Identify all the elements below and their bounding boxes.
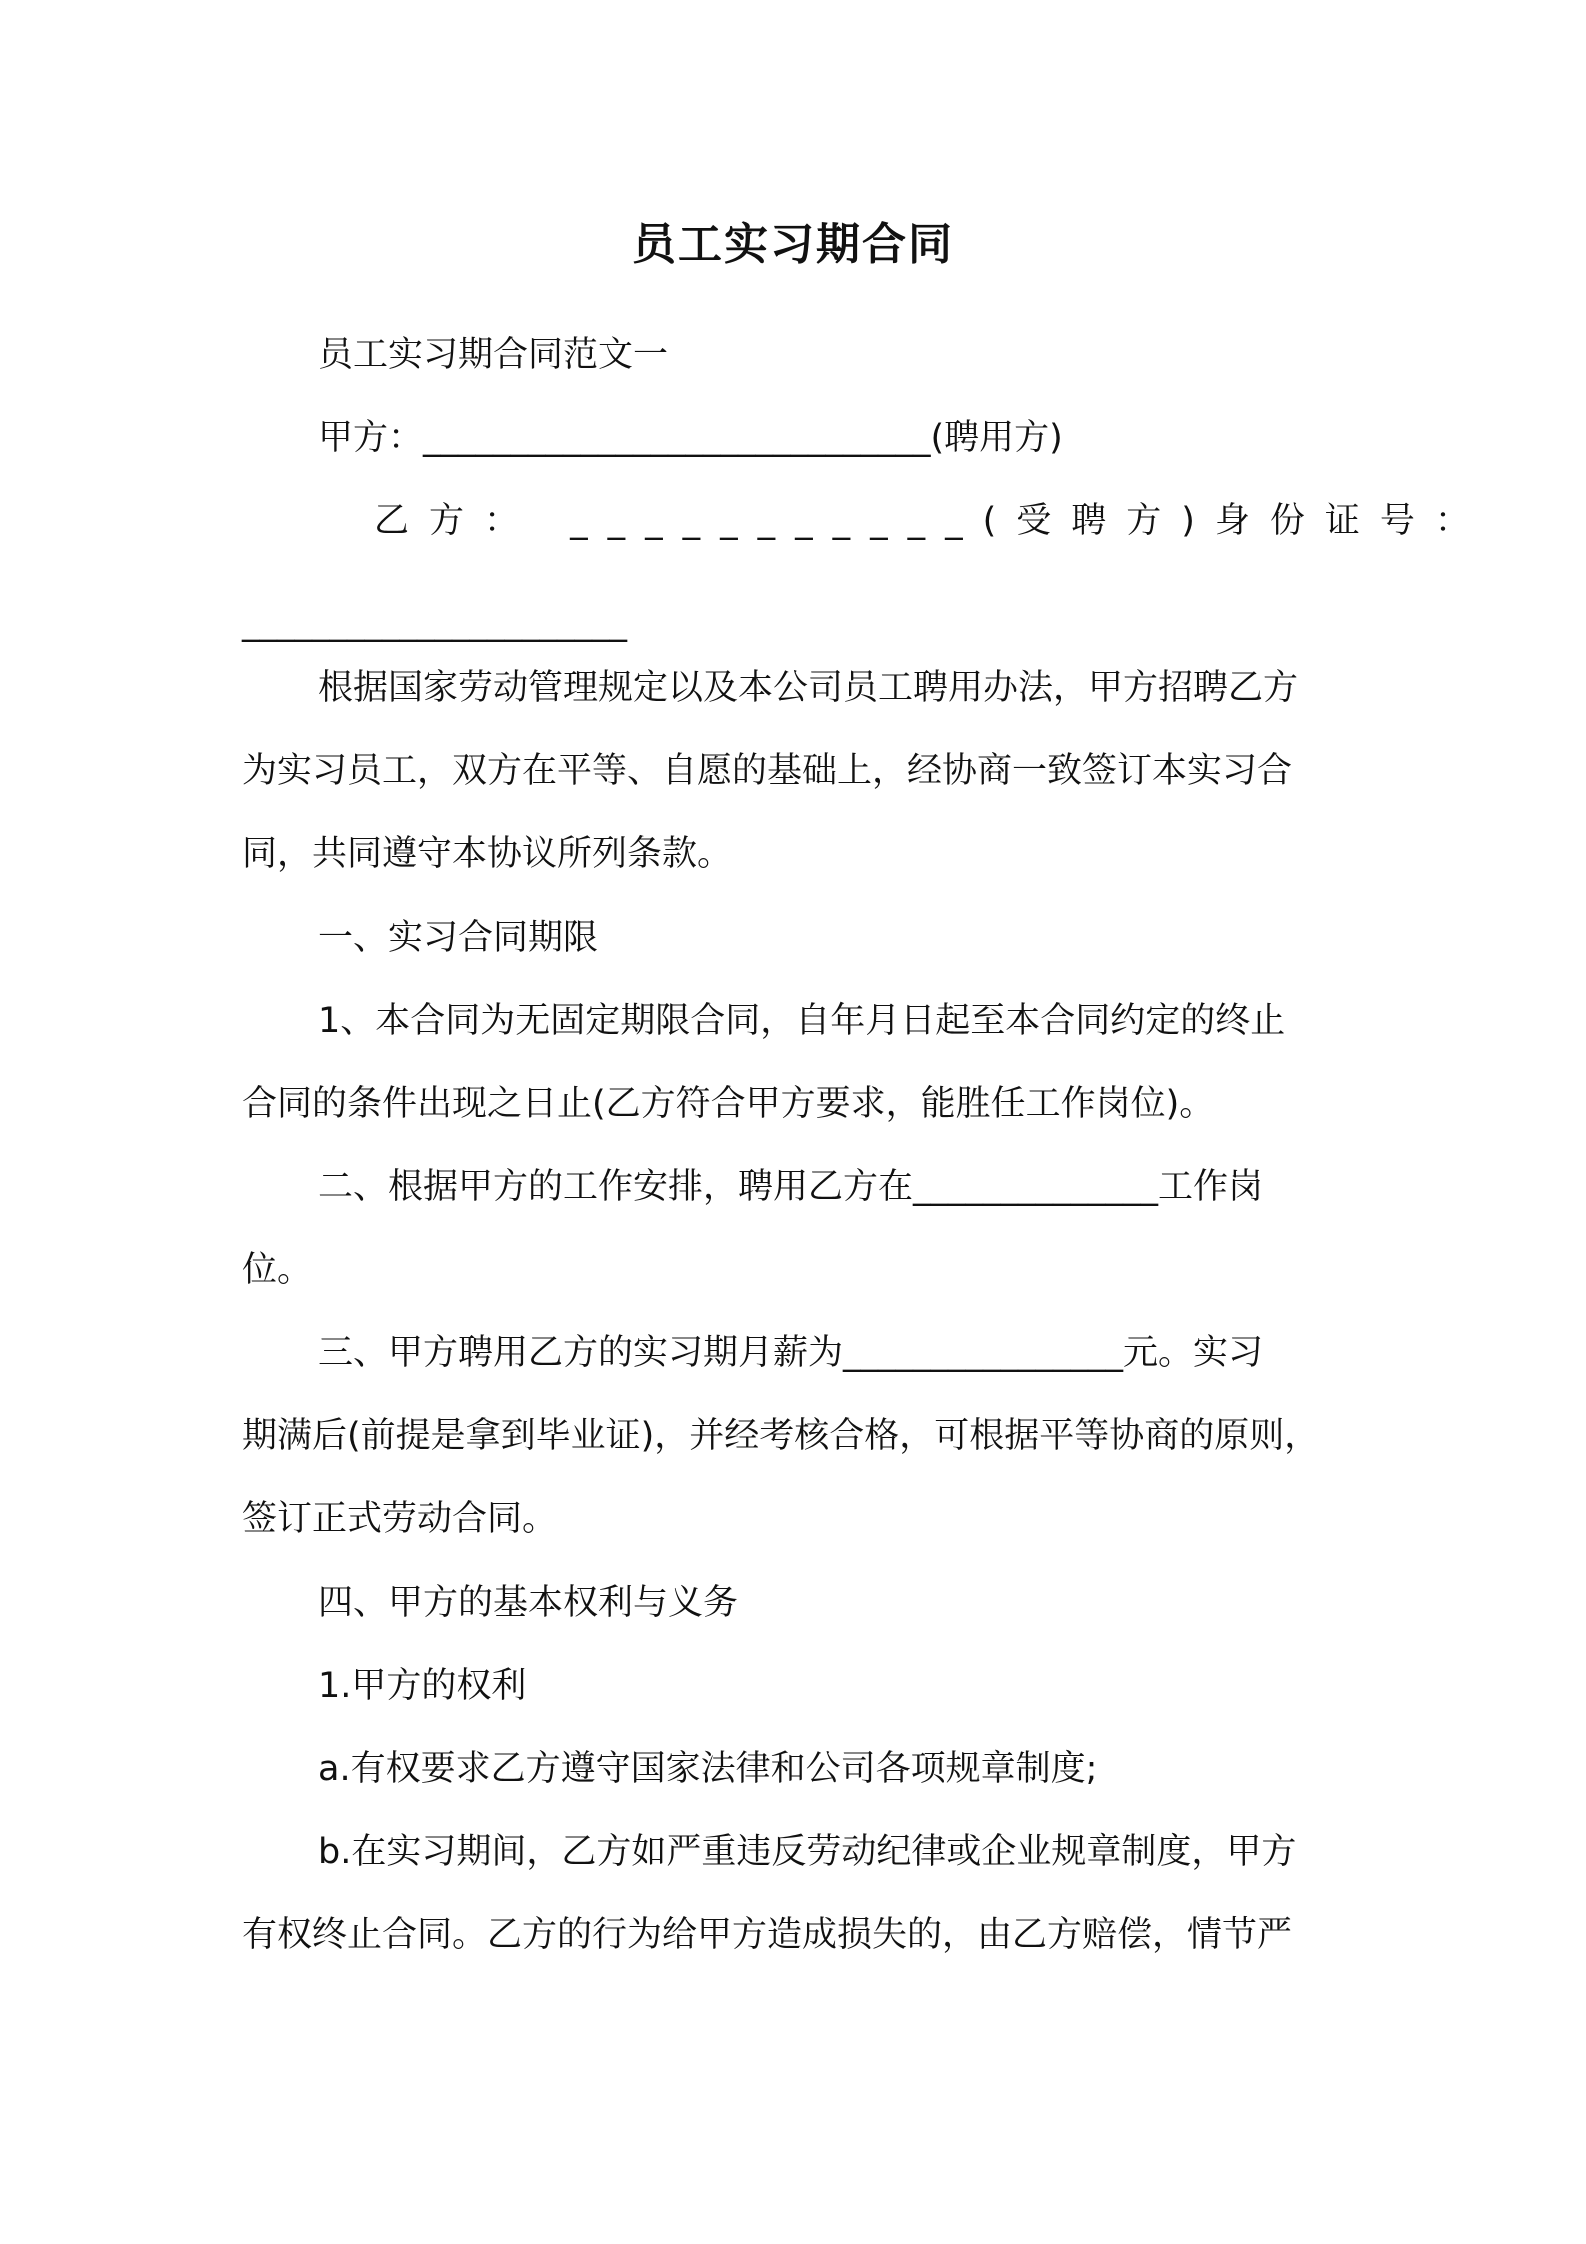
subtitle-line: 员工实习期合同范文一 [318, 335, 669, 375]
paragraph-line: a.有权要求乙方遵守国家法律和公司各项规章制度; [318, 1749, 1098, 1789]
paragraph-line: 同，共同遵守本协议所列条款。 [242, 834, 733, 874]
paragraph-line: 签订正式劳动合同。 [242, 1499, 558, 1539]
paragraph-line: 位。 [242, 1250, 313, 1290]
paragraph-line: 为实习员工，双方在平等、自愿的基础上，经协商一致签订本实习合 [242, 751, 1293, 791]
document-title: 员工实习期合同 [632, 219, 954, 270]
section-heading: 一、实习合同期限 [318, 918, 599, 958]
paragraph-line: 1、本合同为无固定期限合同，自年月日起至本合同约定的终止 [318, 1001, 1286, 1041]
party-a-line: 甲方：_____________________________(聘用方) [318, 418, 1063, 458]
paragraph-line: b.在实习期间，乙方如严重违反劳动纪律或企业规章制度，甲方 [318, 1832, 1297, 1872]
paragraph-line: 二、根据甲方的工作安排，聘用乙方在______________工作岗 [318, 1167, 1264, 1207]
section-heading: 四、甲方的基本权利与义务 [318, 1583, 739, 1623]
id-number-blank-line: ______________________ [242, 603, 627, 643]
paragraph-line: 根据国家劳动管理规定以及本公司员工聘用办法，甲方招聘乙方 [318, 668, 1299, 708]
subsection-heading: 1.甲方的权利 [318, 1666, 527, 1706]
paragraph-line: 期满后(前提是拿到毕业证)，并经考核合格，可根据平等协商的原则， [242, 1416, 1320, 1456]
party-b-line: 乙方： ___________(受聘方)身份证号： [374, 501, 1490, 541]
paragraph-line: 合同的条件出现之日止(乙方符合甲方要求，能胜任工作岗位)。 [242, 1084, 1215, 1124]
paragraph-line: 有权终止合同。乙方的行为给甲方造成损失的，由乙方赔偿，情节严 [242, 1915, 1293, 1955]
paragraph-line: 三、甲方聘用乙方的实习期月薪为________________元。实习 [318, 1333, 1264, 1373]
